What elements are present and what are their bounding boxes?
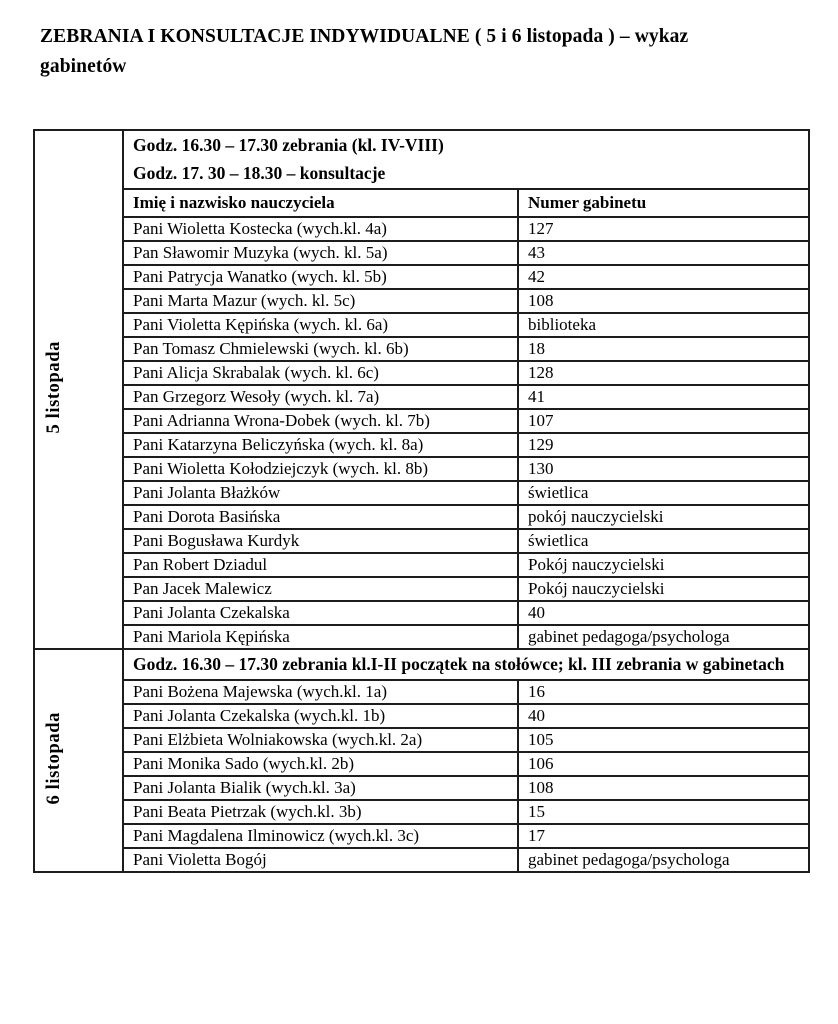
table-row [34,728,809,752]
teacher-name-cell: Pani Bogusława Kurdyk [123,529,518,553]
schedule-table [33,129,810,872]
room-number-cell: 129 [518,433,809,457]
room-number-cell: Pokój nauczycielski [518,553,809,577]
day-cell-5-listopada [34,130,123,648]
day-label: 6 listopada [44,711,64,804]
section-header-row [34,649,809,680]
room-number-cell: 43 [518,241,809,265]
room-number-cell: 108 [518,776,809,800]
room-number-cell: 128 [518,361,809,385]
table-row [34,824,809,848]
teacher-name-cell: Pani Dorota Basińska [123,505,518,529]
room-number-cell: 108 [518,289,809,313]
room-number-cell: 40 [518,704,809,728]
table-row [34,361,809,385]
teacher-name-cell: Pani Jolanta Czekalska (wych.kl. 1b) [123,704,518,728]
table-row [34,848,809,872]
table-row [34,337,809,361]
teacher-name-cell: Pan Jacek Malewicz [123,577,518,601]
teacher-name-cell: Pani Katarzyna Beliczyńska (wych. kl. 8a) [123,433,518,457]
table-row [34,704,809,728]
teacher-name-cell: Pan Grzegorz Wesoły (wych. kl. 7a) [123,385,518,409]
room-number-cell: świetlica [518,481,809,505]
table-row [34,553,809,577]
teacher-name-cell: Pan Sławomir Muzyka (wych. kl. 5a) [123,241,518,265]
teacher-name-cell: Pani Elżbieta Wolniakowska (wych.kl. 2a) [123,728,518,752]
room-number-cell: 16 [518,680,809,704]
teacher-name-cell: Pani Jolanta Bialik (wych.kl. 3a) [123,776,518,800]
table-row [34,433,809,457]
room-number-cell: 15 [518,800,809,824]
table-row [34,265,809,289]
teacher-name-cell: Pani Monika Sado (wych.kl. 2b) [123,752,518,776]
table-row [34,385,809,409]
table-row [34,800,809,824]
room-number-cell: gabinet pedagoga/psychologa [518,625,809,649]
table-row [34,481,809,505]
room-number-cell: świetlica [518,529,809,553]
table-row [34,217,809,241]
table-row [34,680,809,704]
schedule-table-body [34,130,809,871]
teacher-name-cell: Pan Robert Dziadul [123,553,518,577]
time-header-line: Godz. 16.30 – 17.30 zebrania (kl. IV-VIII) [133,135,444,156]
teacher-name-cell: Pani Violetta Kępińska (wych. kl. 6a) [123,313,518,337]
room-number-cell: 42 [518,265,809,289]
table-row [34,529,809,553]
teacher-name-cell: Pani Mariola Kępińska [123,625,518,649]
teacher-name-cell: Pani Jolanta Czekalska [123,601,518,625]
room-number-cell: 40 [518,601,809,625]
room-number-cell: 105 [518,728,809,752]
column-header-row [34,189,809,217]
day-label: 5 listopada [44,340,64,434]
teacher-name-cell: Pani Wioletta Kostecka (wych.kl. 4a) [123,217,518,241]
room-number-cell: gabinet pedagoga/psychologa [518,848,809,872]
teacher-name-cell: Pani Bożena Majewska (wych.kl. 1a) [123,680,518,704]
table-row [34,601,809,625]
teacher-name-cell: Pani Magdalena Ilminowicz (wych.kl. 3c) [123,824,518,848]
table-row [34,577,809,601]
room-number-cell: 127 [518,217,809,241]
time-header-line: Godz. 17. 30 – 18.30 – konsultacje [133,162,386,183]
day-cell-6-listopada [34,649,123,872]
room-number-cell: 130 [518,457,809,481]
teacher-name-cell: Pani Violetta Bogój [123,848,518,872]
table-row [34,776,809,800]
room-number-cell: 106 [518,752,809,776]
teacher-name-cell: Pani Adrianna Wrona-Dobek (wych. kl. 7b) [123,409,518,433]
teacher-name-cell: Pani Marta Mazur (wych. kl. 5c) [123,289,518,313]
room-number-cell: 41 [518,385,809,409]
table-row [34,505,809,529]
time-header-cell [123,130,809,188]
time-header-cell [123,649,809,680]
teacher-name-cell: Pan Tomasz Chmielewski (wych. kl. 6b) [123,337,518,361]
room-number-cell: 107 [518,409,809,433]
table-row [34,457,809,481]
column-header-room: Numer gabinetu [518,189,809,217]
teacher-name-cell: Pani Jolanta Błażków [123,481,518,505]
table-row [34,752,809,776]
column-header-teacher: Imię i nazwisko nauczyciela [123,189,518,217]
teacher-name-cell: Pani Wioletta Kołodziejczyk (wych. kl. 8b) [123,457,518,481]
room-number-cell: biblioteka [518,313,809,337]
room-number-cell: 18 [518,337,809,361]
table-row [34,241,809,265]
table-row [34,409,809,433]
page-title: ZEBRANIA I KONSULTACJE INDYWIDUALNE ( 5 i 6 listopada ) – wykaz gabinetów [40,26,689,78]
table-row [34,313,809,337]
table-row [34,289,809,313]
room-number-cell: 17 [518,824,809,848]
teacher-name-cell: Pani Beata Pietrzak (wych.kl. 3b) [123,800,518,824]
table-row [34,625,809,649]
time-header-line: Godz. 16.30 – 17.30 zebrania kl.I-II początek na stołówce; kl. III zebrania w gabinetach [133,653,785,674]
room-number-cell: Pokój nauczycielski [518,577,809,601]
teacher-name-cell: Pani Alicja Skrabalak (wych. kl. 6c) [123,361,518,385]
room-number-cell: pokój nauczycielski [518,505,809,529]
section-header-row [34,130,809,188]
teacher-name-cell: Pani Patrycja Wanatko (wych. kl. 5b) [123,265,518,289]
